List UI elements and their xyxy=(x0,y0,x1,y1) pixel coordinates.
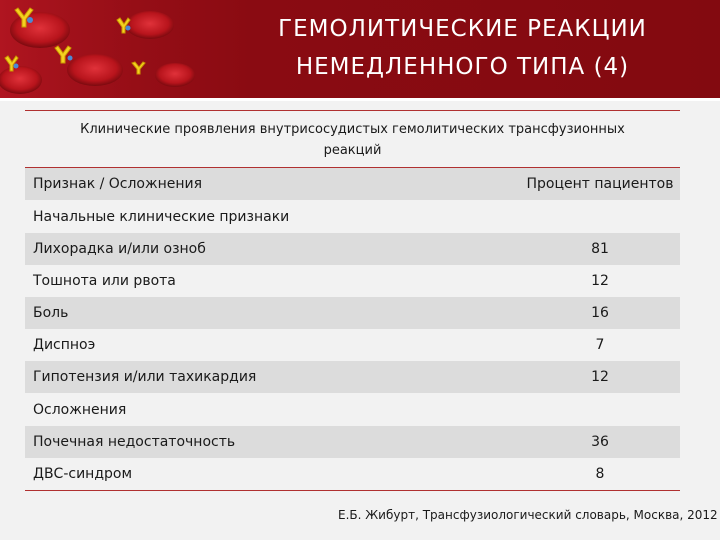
table-row xyxy=(25,361,680,393)
row-value: 36 xyxy=(591,434,609,450)
table-row xyxy=(25,265,680,297)
source-citation: Е.Б. Жибурт, Трансфузиологический словарь, Москва, 2012 xyxy=(338,508,718,522)
table-row xyxy=(25,233,680,265)
table-row xyxy=(25,458,680,491)
table-row xyxy=(25,297,680,329)
row-value: 81 xyxy=(591,241,609,257)
row-label: Гипотензия и/или тахикардия xyxy=(33,369,257,385)
section-heading-initial-signs: Начальные клинические признаки xyxy=(33,208,290,225)
row-label: ДВС-синдром xyxy=(33,466,133,482)
row-label: Почечная недостаточность xyxy=(33,434,236,450)
slide-title-line2: НЕМЕДЛЕННОГО ТИПА (4) xyxy=(295,54,630,80)
row-label: Тошнота или рвота xyxy=(33,273,176,289)
table-caption-line2: реакций xyxy=(323,143,382,158)
column-header-percent: Процент пациентов xyxy=(526,176,674,192)
row-label: Боль xyxy=(33,305,69,321)
row-label: Диспноэ xyxy=(33,337,96,353)
column-header-sign: Признак / Осложнения xyxy=(33,176,203,192)
table-row xyxy=(25,329,680,361)
table-header-row xyxy=(25,167,680,200)
row-value: 16 xyxy=(591,305,609,321)
row-value: 12 xyxy=(591,369,609,385)
reactions-table xyxy=(25,110,680,491)
slide-title-line1: ГЕМОЛИТИЧЕСКИЕ РЕАКЦИИ xyxy=(278,16,647,42)
table-caption xyxy=(25,110,680,167)
row-value: 12 xyxy=(591,273,609,289)
row-value: 8 xyxy=(595,466,605,482)
slide-title xyxy=(205,10,720,86)
section-heading-complications: Осложнения xyxy=(33,401,127,418)
table-row xyxy=(25,426,680,458)
row-value: 7 xyxy=(595,337,605,353)
blood-cells-illustration xyxy=(0,0,205,98)
table-caption-line1: Клинические проявления внутрисосудистых гемолитических трансфузионных xyxy=(80,122,625,137)
slide-header xyxy=(0,0,720,101)
row-label: Лихорадка и/или озноб xyxy=(33,241,206,257)
